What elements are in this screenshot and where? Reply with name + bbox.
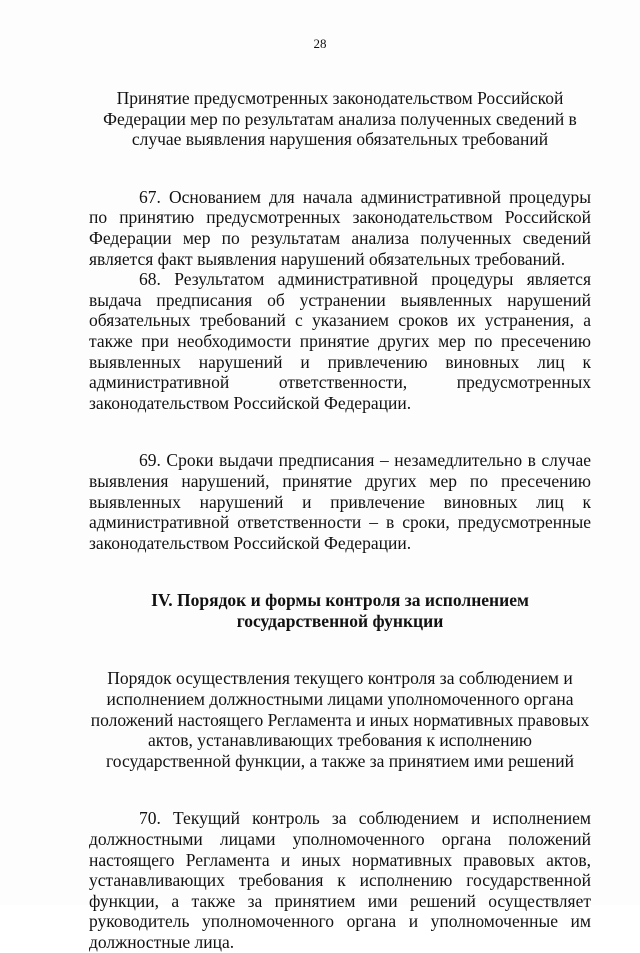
paragraph-69: 69. Сроки выдачи предписания – незамедлительно в случае выявления нарушений, принятие других мер по пресечению выявленных нарушений и привлечение виновных лиц к административной ответственности – в сроки, предусмотренные законодательством Российской Федерации. [89,450,591,553]
paragraph-68: 68. Результатом административной процедуры является выдача предписания об устранении выявленных нарушений обязательных требований с указанием сроков их устранения, а также при необходимости принятие других мер по пресечению выявленных нарушений и привлечению виновных лиц к административной ответственности, предусмотренных законодательством Российской Федерации. [89,269,591,413]
page-content [89,88,591,953]
spacer [89,150,591,187]
spacer [89,553,591,590]
spacer [89,631,591,668]
spacer [89,771,591,808]
spacer [89,413,591,450]
paragraph-67: 67. Основанием для начала административной процедуры по принятию предусмотренных законодательством Российской Федерации мер по результатам анализа полученных сведений является факт выявления нарушений обязательных требований. [89,186,591,269]
subsection-heading-measures: Принятие предусмотренных законодательством Российской Федерации мер по результатам анализа полученных сведений в случае выявления нарушения обязательных требований [103,88,577,150]
page-number: 28 [313,36,327,51]
paragraph-70: 70. Текущий контроль за соблюдением и исполнением должностными лицами уполномоченного органа положений настоящего Регламента и иных нормативных правовых актов, устанавливающих требования к исполнению государственной функции, а также за принятием ими решений осуществляет руководитель уполномоченного органа и уполномоченные им должностные лица. [89,808,591,952]
subsection-heading-control: Порядок осуществления текущего контроля за соблюдением и исполнением должностными лицами уполномоченного органа положений настоящего Регламента и иных нормативных правовых актов, устанавливающих требования к исполнению государственной функции, а также за принятием ими решений [90,668,590,771]
section-heading-iv: IV. Порядок и формы контроля за исполнением государственной функции [151,590,529,631]
